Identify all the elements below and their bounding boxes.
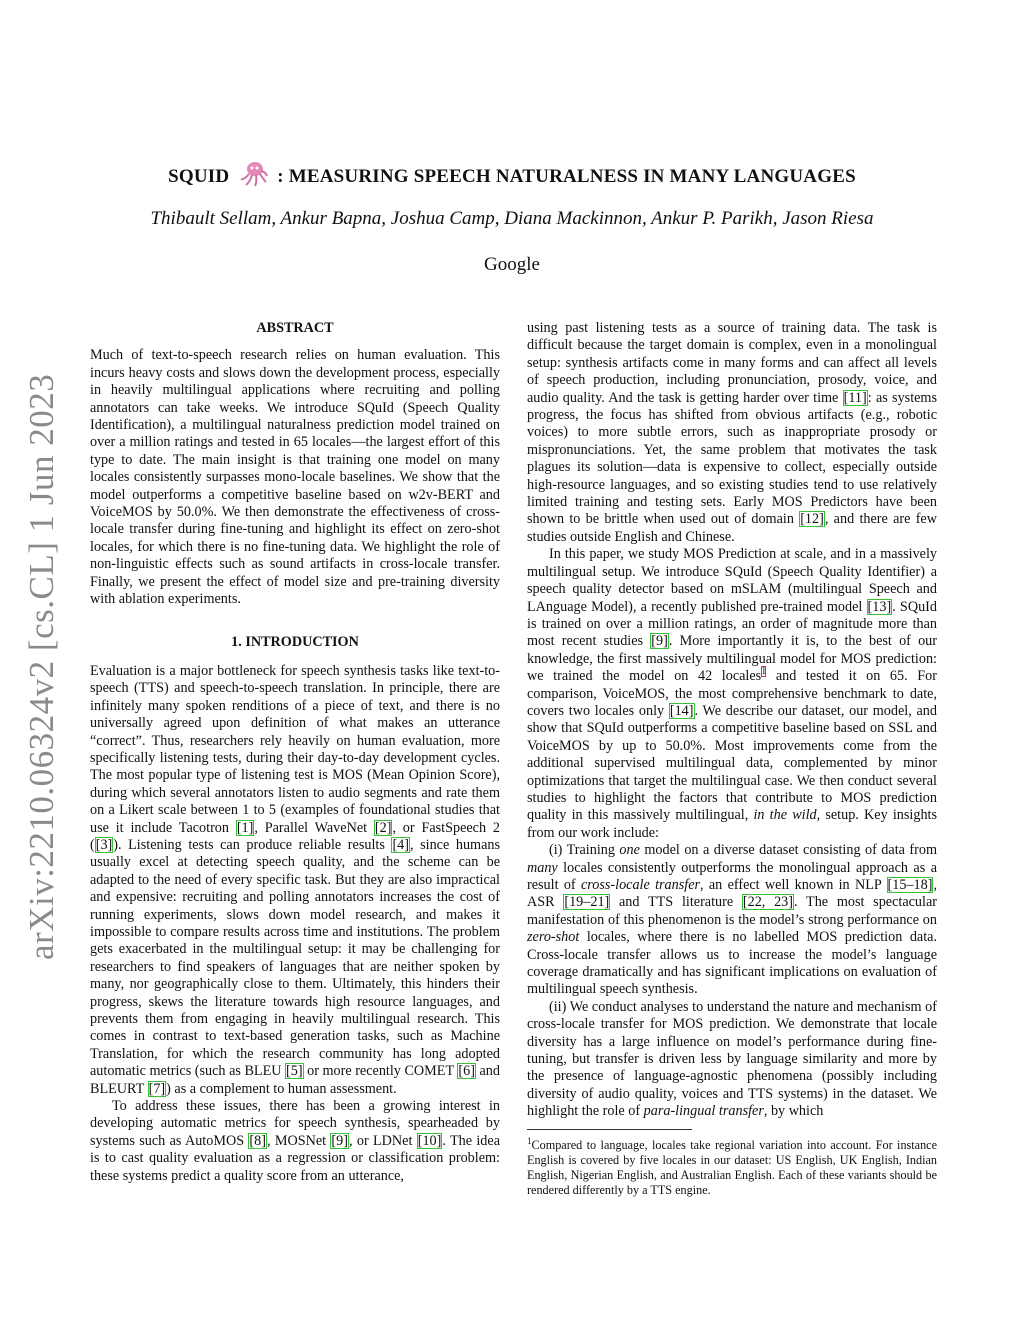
citation-link[interactable]: [4] [392, 836, 409, 853]
citation-link[interactable]: [2] [374, 819, 392, 836]
citation-link[interactable]: [6] [458, 1063, 475, 1080]
intro-paragraph-4: In this paper, we study MOS Prediction at scale, and in a massively multilingual setup. We introduce SQuId (Speech Quality Identifier) a speech quality detector based on mSLAM (multilingual Speech and LAnguage Model), a recently published pre-trained model [13]. SQuId is trained on over a million ratings, an order of magnitude more than most recent studies [9]. More importantly it is, to the best of our knowledge, the first massively multilingual model for MOS prediction: we trained the model on 42 locales$^1$ and tested it on 65. For comparison, VoiceMOS, the most comprehensive benchmark to date, covers two locales only [14]. We describe our dataset, our model, and show that SQuId outperforms a competitive baseline based on SSL and VoiceMOS by up to 50.0%. Most improvements come from the additional supervised multilingual data, complemented by minor optimizations that target the multilingual case. We then conduct several studies to highlight the factors that contribute to MOS prediction quality in this massively multilingual, in the wild, setup. Key insights from our work include: [527, 546, 938, 841]
squid-icon [238, 160, 268, 194]
abstract-heading: ABSTRACT [256, 320, 334, 336]
citation-link[interactable]: [22, 23] [742, 894, 794, 911]
intro-paragraph-5: (i) Training one model on a diverse dataset consisting of data from many locales consistently outperforms the monolingual approach as a result of cross-locale transfer, an effect well known in NLP [15–18], ASR [19–21] and TTS literature [22, 23]. The most spectacular manifestation of this phenomenon is the model’s strong performance on zero-shot locales, where there is no labelled MOS prediction data. Cross-locale transfer allows us to increase the model’s language coverage dramatically and has significant implications on evaluation of multilingual speech synthesis. [527, 842, 937, 998]
title-right: : MEASURING SPEECH NATURALNESS IN MANY LANGUAGES [277, 166, 856, 187]
intro-paragraph-6: (ii) We conduct analyses to understand the nature and mechanism of cross-locale transfer for MOS prediction. We demonstrate that locale diversity has a large influence on model’s performance during fine-tuning, but transfer is driven less by language similarity and more by the presence of language-agnostic phenomena (possibly including diversity of audio quality, voices and TTS systems) in the dataset. We highlight the role of para-lingual transfer, by which [527, 998, 937, 1120]
citation-link[interactable]: [1] [236, 819, 254, 836]
footnote-divider [527, 1129, 692, 1130]
footnote-number: 1 [527, 1135, 532, 1146]
citation-link[interactable]: [9] [331, 1132, 348, 1149]
citation-link[interactable]: [10] [417, 1132, 442, 1149]
citation-link[interactable]: [5] [286, 1063, 303, 1080]
left-column [90, 320, 500, 1185]
paper-title [0, 160, 1024, 194]
intro-paragraph-3: using past listening tests as a source of training data. The task is difficult because the target domain is complex, even in a monolingual setup: synthesis artifacts come in many forms and can affect all levels of speech production, including pronunciation, prosody, voice, and audio quality. And the task is getting harder over time [11]: as systems progress, the focus has shifted from obvious artifacts (e.g., robotic voices) to more subtle errors, such as inappropriate prosody or mispronunciations. Yet, the same problem that motivates the task plagues its solution—data is expensive to collect, especially outside high-resource languages, and so existing studies tend to use relatively limited training and testing sets. Early MOS Predictors have been shown to be brittle when used out of domain [12], and there are few studies outside English and Chinese. [527, 320, 937, 545]
citation-link[interactable]: [19–21] [564, 894, 610, 911]
introduction-heading: 1. INTRODUCTION [231, 633, 359, 650]
citation-link[interactable]: [14] [669, 702, 694, 719]
citation-link[interactable]: [3] [95, 836, 113, 853]
affiliation: Google [484, 254, 540, 275]
abstract-text: Much of text-to-speech research relies on human evaluation. This incurs heavy costs and slows down the development process, especially in heavily multilingual applications where recruiting and polling annotators can take weeks. We introduce SQuId (Speech Quality Identification), a multilingual naturalness prediction model trained on over a million ratings and tested in 65 locales—the largest effort of this type to date. The main insight is that training one model on many locales consistently surpasses mono-locale baselines. We show that the model outperforms a competitive baseline based on w2v-BERT and VoiceMOS by 50.0%. We then demonstrate the effectiveness of cross-locale transfer during fine-tuning and highlight its effect on zero-shot locales, for which there is no fine-tuning data. We highlight the role of non-linguistic effects such as sound artifacts in cross-locale transfer. Finally, we present the effect of model size and pre-training diversity with ablation experiments. [90, 347, 500, 608]
intro-paragraph-1: Evaluation is a major bottleneck for speech synthesis tasks like text-to-speech (TTS) and speech-to-speech translation. In principle, there are infinitely many spoken renditions of a piece of text, and there is no universally agreed upon definition of what makes an utterance “correct”. Thus, researchers rely heavily on human evaluation, more specifically listening tests, during their day-to-day development cycles. The most popular type of listening test is MOS (Mean Opinion Score), during which several annotators listen to audio segments and rate them on a Likert scale between 1 to 5 (examples of foundational studies that use it include Tacotron [1], Parallel WaveNet [2], or FastSpeech 2 ([3]). Listening tests can produce reliable results [4], since humans usually excel at detecting speech quality, and the scheme can be adapted to the need of every specific task. But they are also impractical and expensive: recruiting and polling annotators increases the cost of running experiments, slows down model research, and makes it impossible to compare results across time and institutions. The problem gets exacerbated in the multilingual setup: it may be challenging for researchers to find speakers of languages that are neither spoken by many, nor geographically close to them. Ultimately, this hinders their progress, skews the literature towards high resource languages, and prevents them from engaging in heavily multilingual research. This comes in contrast to text-based generation tasks, such as Machine Translation, for which the research community has long adopted automatic metrics (such as BLEU [5] or more recently COMET [6] and BLEURT [7]) as a complement to human assessment. [90, 662, 500, 1097]
right-column [527, 320, 937, 1198]
citation-link[interactable]: [13] [867, 598, 892, 615]
citation-link[interactable]: [12] [800, 511, 824, 528]
footnote: $^1$Compared to language, locales take regional variation into account. For instance English is covered by five locales in our dataset: US English, UK English, Indian English, Nigerian English, and Australian English. Each of these variants should be rendered differently by a TTS engine. [527, 1135, 937, 1197]
footnote-marker[interactable]: 1 [761, 666, 767, 678]
citation-link[interactable]: [8] [249, 1132, 266, 1149]
citation-link[interactable]: [7] [148, 1080, 166, 1097]
citation-link[interactable]: [15–18] [887, 877, 933, 893]
author-list: Thibault Sellam, Ankur Bapna, Joshua Camp, Diana Mackinnon, Ankur P. Parikh, Jason Riesa [150, 208, 874, 229]
intro-paragraph-2: To address these issues, there has been a growing interest in developing automatic metrics for speech synthesis, spearheaded by systems such as AutoMOS [8], MOSNet [9], or LDNet [10]. The idea is to cast quality evaluation as a regression or classification problem: these systems predict a quality score from an utterance, [90, 1098, 500, 1184]
title-left: SQUID [168, 166, 230, 187]
citation-link[interactable]: [11] [843, 389, 867, 406]
arxiv-identifier: arXiv:2210.06324v2 [cs.CL] 1 Jun 2023 [22, 373, 61, 960]
citation-link[interactable]: [9] [651, 633, 668, 650]
